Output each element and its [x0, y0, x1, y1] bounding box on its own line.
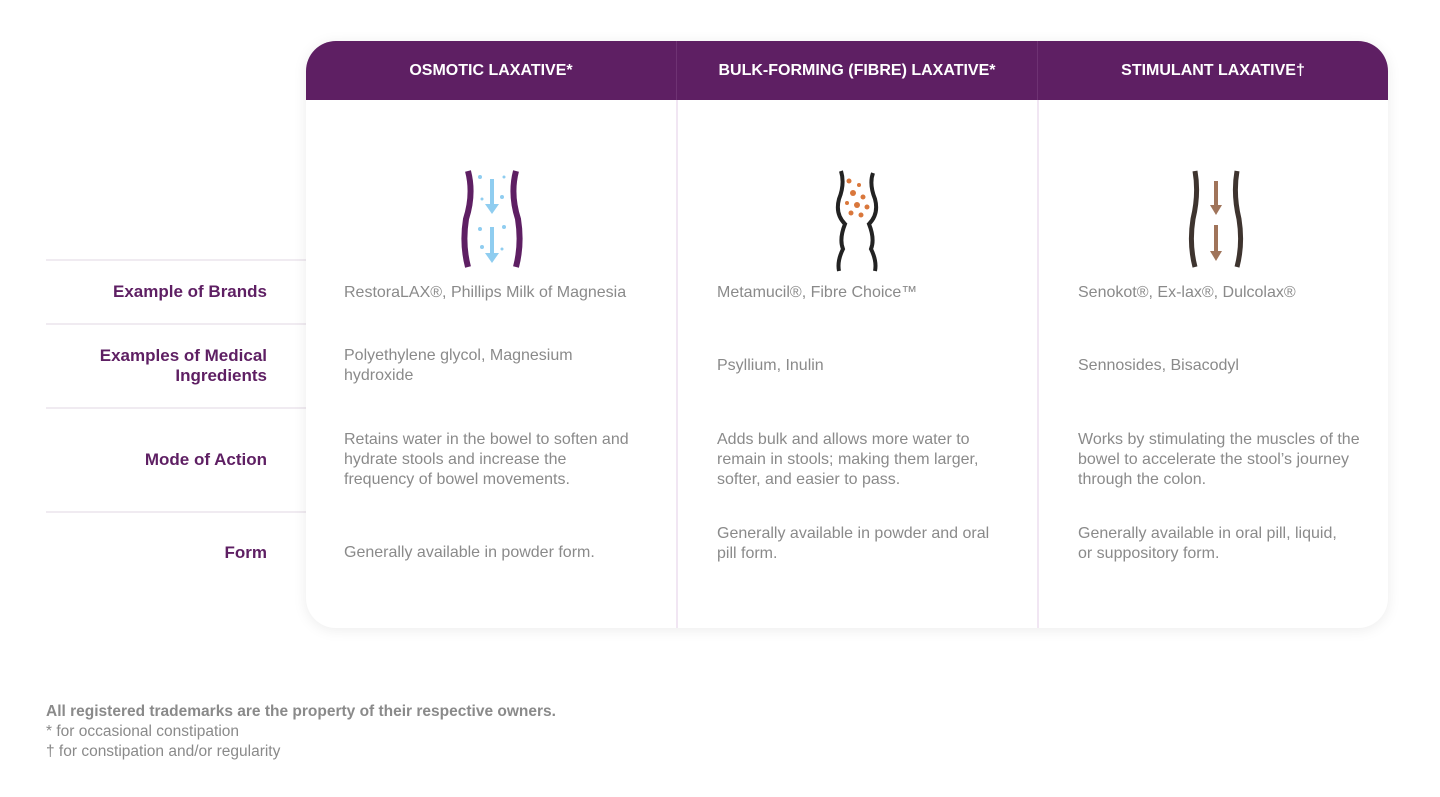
- cell: Works by stimulating the muscles of the bowel to accelerate the stool’s journey through the colon.: [1078, 431, 1360, 488]
- trademark-notice: All registered trademarks are the property of their respective owners.: [46, 703, 556, 720]
- footnote-asterisk: * for occasional constipation: [46, 723, 240, 740]
- row-label-form: Form: [224, 543, 267, 562]
- column-header-bulk: BULK-FORMING (FIBRE) LAXATIVE*: [677, 41, 1038, 100]
- cell: Senokot®, Ex-lax®, Dulcolax®: [1078, 284, 1296, 301]
- cell: Adds bulk and allows more water to remain in stools; making them larger, softer, and easier to pass.: [717, 431, 979, 488]
- cell: Metamucil®, Fibre Choice™: [717, 284, 918, 301]
- cell: Polyethylene glycol, Magnesium hydroxide: [344, 347, 573, 384]
- cell: Generally available in powder form.: [344, 544, 595, 561]
- column-divider: [1037, 100, 1039, 628]
- osmotic-bowel-water-icon: [460, 169, 524, 269]
- table-header: [306, 41, 1388, 100]
- row-label-ingredients: Examples of Medical Ingredients: [99, 346, 267, 385]
- cell: Retains water in the bowel to soften and hydrate stools and increase the frequency of bowel movements.: [344, 431, 629, 488]
- row-label-mode: Mode of Action: [144, 450, 267, 469]
- cell: Generally available in powder and oral pill form.: [717, 525, 990, 562]
- column-divider: [676, 100, 678, 628]
- cell: Psyllium, Inulin: [717, 357, 824, 374]
- stimulant-bowel-muscle-icon: [1181, 169, 1251, 269]
- cell: Sennosides, Bisacodyl: [1078, 357, 1239, 374]
- footnotes: [46, 702, 556, 762]
- footnote-dagger: † for constipation and/or regularity: [46, 743, 281, 760]
- bulk-fibre-bowel-icon: [833, 169, 883, 273]
- column-header-stimulant: STIMULANT LAXATIVE†: [1121, 61, 1305, 79]
- cell: RestoraLAX®, Phillips Milk of Magnesia: [344, 284, 627, 301]
- column-header-osmotic: OSMOTIC LAXATIVE*: [306, 41, 677, 100]
- cell: Generally available in oral pill, liquid, or suppository form.: [1078, 525, 1337, 562]
- comparison-table: [306, 41, 1388, 628]
- row-label-brands: Example of Brands: [113, 282, 267, 301]
